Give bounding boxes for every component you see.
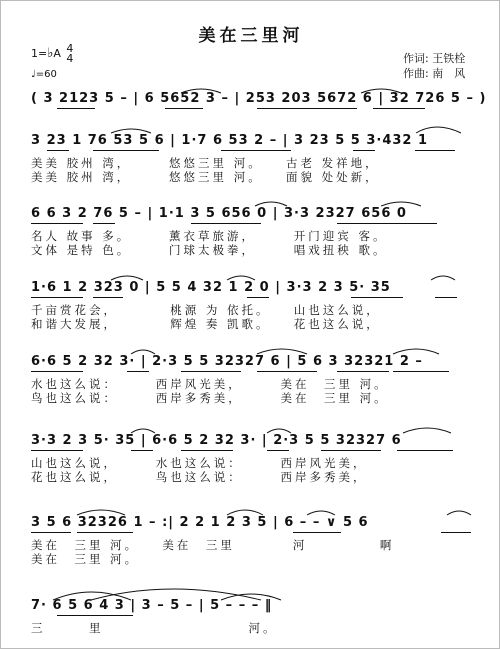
lyric-verse-2: 和谐大发展， 辉煌 奏 凯歌。 花也这么说， [31, 317, 381, 331]
staff-line-3 [31, 204, 475, 256]
lyric-verse-2: 花也这么说， 鸟也这么说： 西岸多秀美， [31, 470, 368, 484]
underline [57, 615, 133, 616]
underline [435, 297, 457, 298]
lyric-verse-1: 三 里 河。 [31, 621, 278, 635]
lyric-verse-1: 山也这么说， 水也这么说： 西岸风光美， [31, 456, 368, 470]
lyric-verse-1: 千亩赏花会， 桃源 为 依托。 山也这么说， [31, 303, 381, 317]
key-prefix: 1= [31, 47, 48, 60]
notes: 3·3 2 3 5· 35 | 6·6 5 2 32 3· | 2·3 5 5 32327 6 [31, 433, 402, 448]
underline [267, 450, 289, 451]
notes: 6·6 5 2 32 3· | 2·3 5 5 32327 6 | 5 6 3 32321 2 – [31, 354, 423, 369]
notes: ( 3 2123 5 – | 6 5652 3 – | 253 203 5672 6 | 32 726 5 – ) [31, 91, 487, 106]
lyric-verse-2: 美美 胶州 湾， 悠悠三里 河。 面貌 处处新， [31, 170, 380, 184]
time-bottom: 4 [66, 52, 74, 65]
underline [337, 223, 437, 224]
underline [321, 450, 381, 451]
lyric-verse-2: 文体 是特 色。 门球太极拳， 唱戏扭秧 歌。 [31, 243, 388, 257]
time-top: 4 [66, 42, 74, 55]
underline [181, 450, 233, 451]
credits [403, 51, 465, 81]
underline [191, 223, 261, 224]
underline [31, 371, 83, 372]
staff-line-6 [31, 431, 475, 483]
underline [127, 371, 149, 372]
lyric-verse-1: 美在 三里 河。 美在 三里 河 啊 [31, 538, 395, 552]
underline [93, 150, 159, 151]
notes: 6 6 3 2 76 5 – | 1·1 3 5 656 0 | 3·3 2327 656 0 [31, 206, 407, 221]
underline [31, 450, 83, 451]
underline [93, 223, 115, 224]
lyric-verse-1: 水也这么说： 西岸风光美， 美在 三里 河。 [31, 377, 389, 391]
underline [337, 371, 389, 372]
key-signature [31, 44, 73, 64]
underline [221, 150, 291, 151]
underline [257, 371, 317, 372]
underline [131, 450, 153, 451]
key-note: A [53, 47, 61, 60]
staff-line-7 [31, 513, 475, 565]
underline [351, 297, 403, 298]
staff-line-1 [31, 89, 487, 111]
notes: 1·6 1 2 323 0 | 5 5 4 32 1 2 0 | 3·3 2 3 5· 35 [31, 280, 391, 295]
staff-line-5 [31, 352, 475, 404]
underline [353, 150, 375, 151]
underline [31, 223, 83, 224]
underline [293, 532, 341, 533]
composer: 作曲: 南 风 [403, 67, 466, 80]
underline [47, 150, 69, 151]
underline [57, 108, 95, 109]
song-title: 美在三里河 [198, 26, 304, 46]
lyric-verse-2: 美在 三里 河。 [31, 552, 140, 566]
underline [397, 450, 453, 451]
tempo-mark: ♩=60 [31, 69, 57, 80]
underline [415, 150, 455, 151]
underline [181, 371, 241, 372]
underline [165, 108, 203, 109]
flat-sign: ♭ [47, 46, 54, 61]
notes: 3 23 1 76 53 5 6 | 1·7 6 53 2 – | 3 23 5 5 3·432 1 [31, 133, 429, 148]
staff-line-4 [31, 278, 475, 330]
underline [257, 108, 357, 109]
underline [441, 532, 471, 533]
underline [93, 297, 123, 298]
notes: 7· 6 5 6 4 3 | 3 – 5 – | 5 – – – ‖ [31, 598, 273, 613]
lyric-verse-1: 美美 胶州 湾， 悠悠三里 河。 古老 发祥地， [31, 156, 380, 170]
underline [393, 371, 449, 372]
underline [373, 108, 425, 109]
staff-line-2 [31, 131, 475, 183]
underline [247, 297, 269, 298]
underline [77, 532, 133, 533]
lyric-verse-2: 鸟也这么说： 西岸多秀美， 美在 三里 河。 [31, 391, 389, 405]
time-signature [66, 44, 73, 64]
staff-line-8 [31, 596, 475, 636]
notes: 3 5 6 32326 1 – :| 2 2 1 2 3 5 | 6 – – ∨ 5 6 [31, 515, 369, 530]
lyric-verse-1: 名人 故事 多。 薰衣草旅游， 开门迎宾 客。 [31, 229, 388, 243]
underline [31, 532, 71, 533]
underline [31, 297, 83, 298]
lyricist: 作词: 王铁栓 [403, 52, 466, 65]
